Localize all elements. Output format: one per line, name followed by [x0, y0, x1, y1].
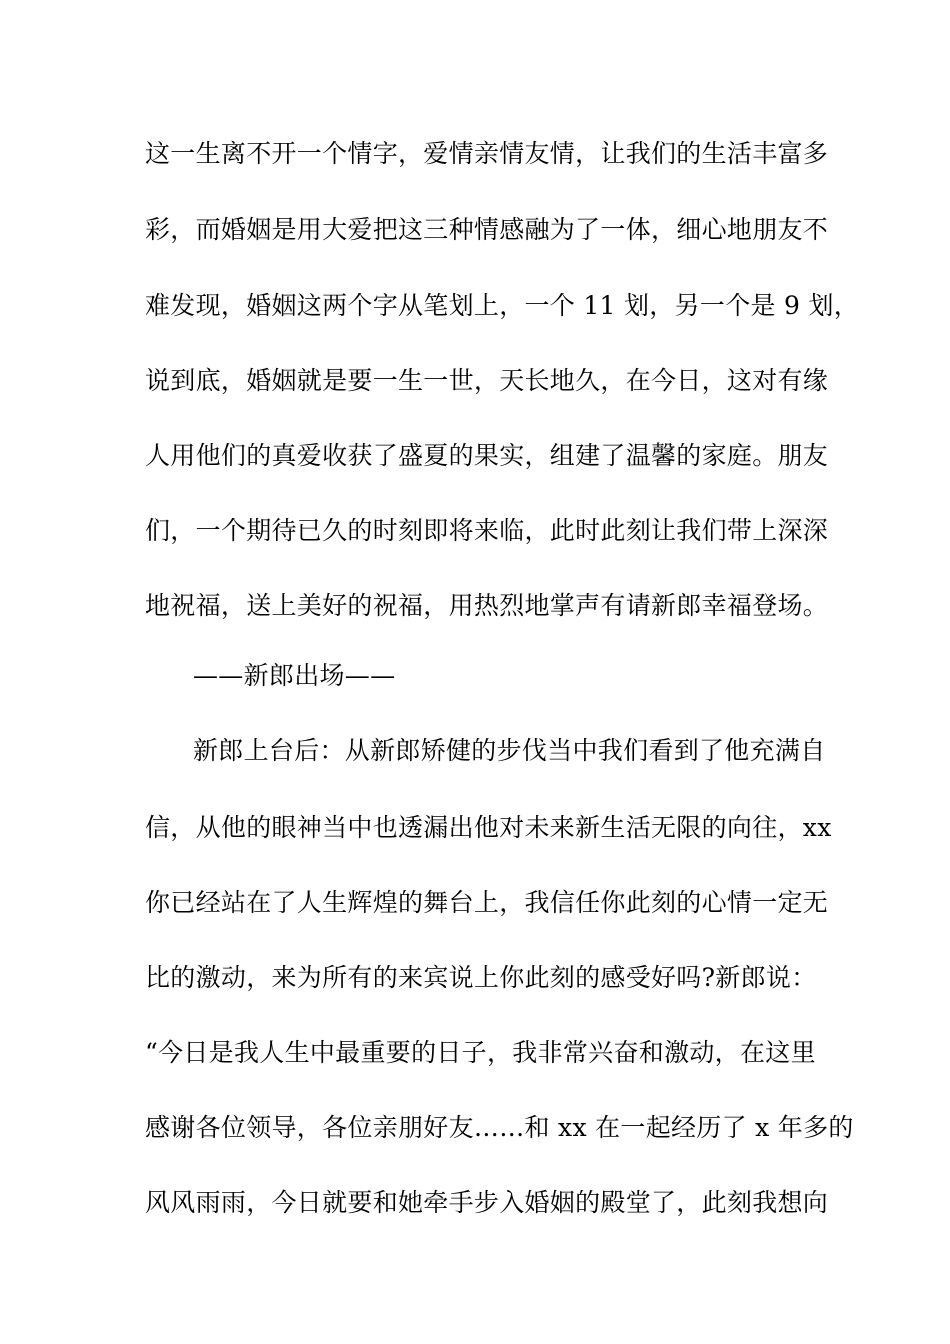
text-line-9: 新郎上台后：从新郎矫健的步伐当中我们看到了他充满自 [193, 736, 826, 765]
text-line-4: 说到底，婚姻就是要一生一世，天长地久，在今日，这对有缘 [145, 366, 829, 395]
text-line-11: 你已经站在了人生辉煌的舞台上，我信任你此刻的心情一定无 [145, 888, 829, 917]
text-line-14: 感谢各位领导，各位亲朋好友……和 xx 在一起经历了 x 年多的 [145, 1113, 854, 1142]
section-heading: ——新郎出场—— [193, 661, 396, 690]
text-line-7: 地祝福，送上美好的祝福，用热烈地掌声有请新郎幸福登场。 [145, 591, 829, 620]
text-line-3: 难发现，婚姻这两个字从笔划上，一个 11 划，另一个是 9 划， [145, 291, 860, 320]
text-line-13: “今日是我人生中最重要的日子，我非常兴奋和激动，在这里 [145, 1038, 816, 1067]
text-line-12: 比的激动，来为所有的来宾说上你此刻的感受好吗?新郎说： [145, 963, 817, 992]
text-line-6: 们，一个期待已久的时刻即将来临，此时此刻让我们带上深深 [145, 516, 829, 545]
text-line-10: 信，从他的眼神当中也透漏出他对未来新生活无限的向往，xx [145, 813, 832, 842]
text-line-2: 彩，而婚姻是用大爱把这三种情感融为了一体，细心地朋友不 [145, 215, 829, 244]
text-line-5: 人用他们的真爱收获了盛夏的果实，组建了温馨的家庭。朋友 [145, 441, 829, 470]
text-line-1: 这一生离不开一个情字，爱情亲情友情，让我们的生活丰富多 [145, 139, 829, 168]
text-line-15: 风风雨雨，今日就要和她牵手步入婚姻的殿堂了，此刻我想向 [145, 1188, 829, 1217]
